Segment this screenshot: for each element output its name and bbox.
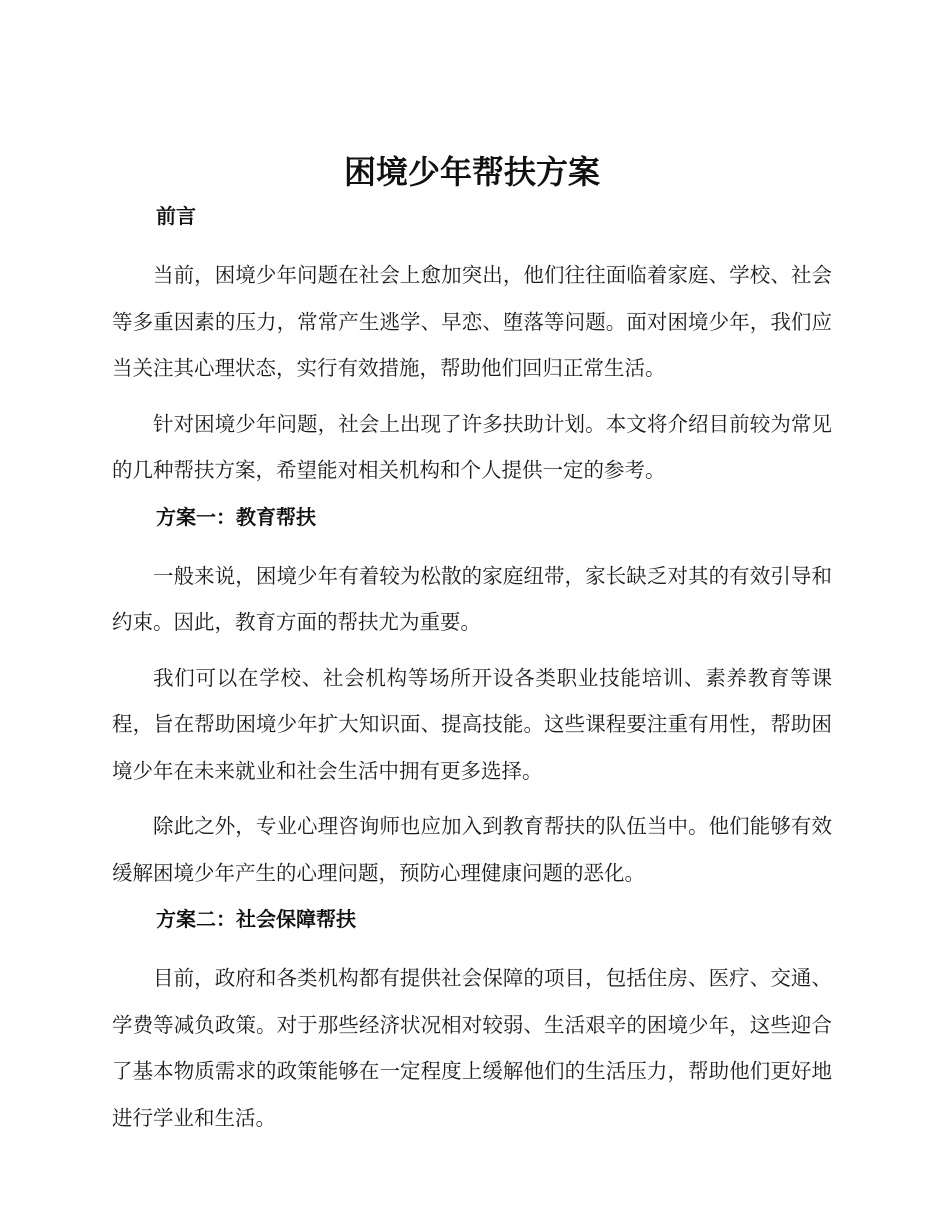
paragraph: 针对困境少年问题，社会上出现了许多扶助计划。本文将介绍目前较为常见的几种帮扶方案，希望能对相关机构和个人提供一定的参考。 xyxy=(112,411,832,482)
document-title: 困境少年帮扶方案 xyxy=(343,153,600,191)
document-page xyxy=(112,150,832,1150)
paragraph: 除此之外，专业心理咨询师也应加入到教育帮扶的队伍当中。他们能够有效缓解困境少年产生的心理问题，预防心理健康问题的恶化。 xyxy=(112,814,832,885)
paragraph: 当前，困境少年问题在社会上愈加突出，他们往往面临着家庭、学校、社会等多重因素的压力，常常产生逃学、早恋、堕落等问题。面对困境少年，我们应当关注其心理状态，实行有效措施，帮助他们回归正常生活。 xyxy=(112,263,832,380)
section-heading-intro: 前言 xyxy=(156,204,196,228)
paragraph: 目前，政府和各类机构都有提供社会保障的项目，包括住房、医疗、交通、学费等减负政策。对于那些经济状况相对较弱、生活艰辛的困境少年，这些迎合了基本物质需求的政策能够在一定程度上缓解他们的生活压力，帮助他们更好地进行学业和生活。 xyxy=(112,966,832,1130)
paragraph: 一般来说，困境少年有着较为松散的家庭纽带，家长缺乏对其的有效引导和约束。因此，教育方面的帮扶尤为重要。 xyxy=(112,563,832,634)
paragraph: 我们可以在学校、社会机构等场所开设各类职业技能培训、素养教育等课程，旨在帮助困境少年扩大知识面、提高技能。这些课程要注重有用性，帮助困境少年在未来就业和社会生活中拥有更多选择。 xyxy=(112,665,832,783)
section-heading-social-security: 方案二：社会保障帮扶 xyxy=(156,907,356,931)
section-heading-education: 方案一：教育帮扶 xyxy=(156,504,316,529)
